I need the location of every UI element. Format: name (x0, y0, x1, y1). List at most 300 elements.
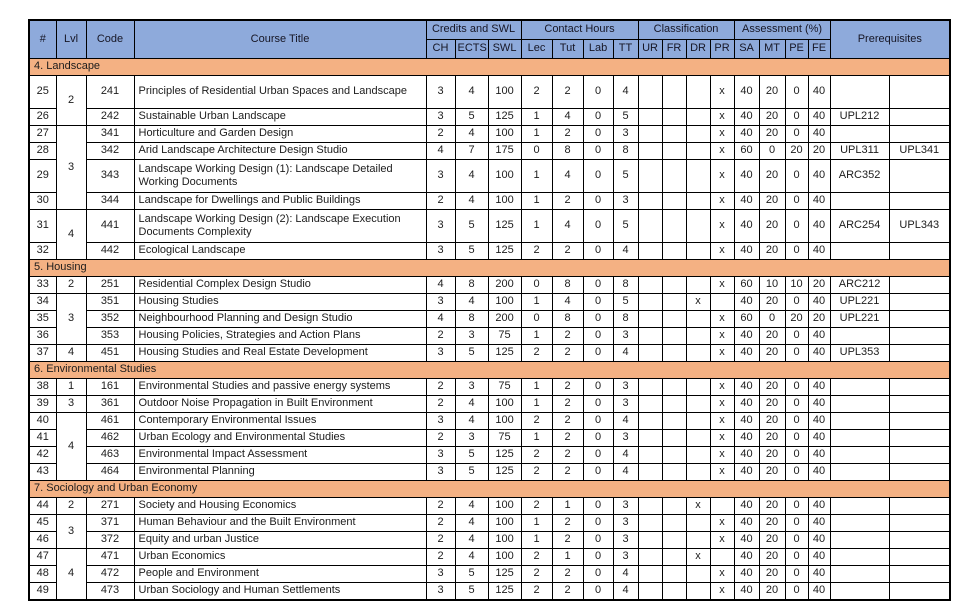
cell-ch: 4 (426, 311, 455, 328)
cell-ects: 4 (455, 126, 488, 143)
cell-fr (662, 396, 686, 413)
cell-course-title: Ecological Landscape (134, 243, 426, 260)
cell-ur (638, 447, 662, 464)
cell-lec: 1 (521, 126, 552, 143)
cell-prereq-2 (889, 311, 950, 328)
cell-code: 251 (86, 277, 134, 294)
cell-code: 351 (86, 294, 134, 311)
cell-tut: 2 (552, 328, 583, 345)
header-group-row (29, 20, 950, 40)
cell-sa: 40 (734, 210, 759, 243)
cell-mt: 20 (759, 498, 785, 515)
cell-prereq-1 (830, 76, 889, 109)
cell-prereq-1 (830, 413, 889, 430)
cell-swl: 75 (488, 379, 521, 396)
cell-fr (662, 566, 686, 583)
cell-lvl: 1 (56, 379, 86, 396)
cell-dr (686, 193, 710, 210)
cell-sa: 40 (734, 76, 759, 109)
cell-sa: 40 (734, 243, 759, 260)
cell-lab: 0 (583, 532, 613, 549)
cell-lvl: 4 (56, 413, 86, 481)
cell-pr: x (710, 532, 734, 549)
cell-ch: 3 (426, 447, 455, 464)
cell-mt: 20 (759, 345, 785, 362)
cell-ects: 5 (455, 583, 488, 600)
cell-ch: 2 (426, 549, 455, 566)
course-row (29, 498, 950, 515)
cell-fe: 40 (808, 498, 830, 515)
cell-num: 44 (29, 498, 56, 515)
cell-tt: 5 (613, 210, 638, 243)
cell-tt: 3 (613, 515, 638, 532)
cell-num: 31 (29, 210, 56, 243)
cell-ur (638, 515, 662, 532)
cell-tt: 3 (613, 328, 638, 345)
cell-mt: 20 (759, 566, 785, 583)
cell-code: 344 (86, 193, 134, 210)
cell-fe: 40 (808, 76, 830, 109)
cell-sa: 40 (734, 379, 759, 396)
cell-prereq-2 (889, 277, 950, 294)
cell-prereq-1 (830, 464, 889, 481)
cell-course-title: Urban Sociology and Human Settlements (134, 583, 426, 600)
cell-sa: 60 (734, 311, 759, 328)
cell-swl: 125 (488, 566, 521, 583)
cell-fe: 40 (808, 210, 830, 243)
cell-sa: 40 (734, 498, 759, 515)
cell-tut: 4 (552, 160, 583, 193)
cell-ur (638, 413, 662, 430)
cell-prereq-1 (830, 583, 889, 600)
cell-course-title: Landscape Working Design (1): Landscape Detailed Working Documents (134, 160, 426, 193)
cell-ur (638, 277, 662, 294)
cell-course-title: Housing Studies and Real Estate Development (134, 345, 426, 362)
cell-sa: 40 (734, 549, 759, 566)
cell-pe: 0 (785, 210, 808, 243)
cell-lec: 1 (521, 430, 552, 447)
cell-pr: x (710, 311, 734, 328)
cell-prereq-2 (889, 549, 950, 566)
cell-swl: 125 (488, 243, 521, 260)
cell-tt: 3 (613, 379, 638, 396)
col-group-assessment: Assessment (%) (734, 20, 830, 40)
cell-pe: 10 (785, 277, 808, 294)
cell-ects: 5 (455, 464, 488, 481)
cell-swl: 200 (488, 311, 521, 328)
cell-sa: 40 (734, 160, 759, 193)
cell-course-title: Environmental Studies and passive energy systems (134, 379, 426, 396)
cell-ch: 3 (426, 76, 455, 109)
cell-prereq-1: UPL212 (830, 109, 889, 126)
cell-fr (662, 243, 686, 260)
cell-dr (686, 396, 710, 413)
cell-ch: 3 (426, 294, 455, 311)
cell-num: 41 (29, 430, 56, 447)
cell-lec: 1 (521, 109, 552, 126)
cell-prereq-1 (830, 193, 889, 210)
cell-code: 463 (86, 447, 134, 464)
cell-code: 271 (86, 498, 134, 515)
cell-fr (662, 515, 686, 532)
cell-ur (638, 464, 662, 481)
cell-pr (710, 294, 734, 311)
cell-swl: 100 (488, 413, 521, 430)
cell-pe: 0 (785, 430, 808, 447)
cell-pe: 0 (785, 549, 808, 566)
cell-sa: 40 (734, 447, 759, 464)
cell-prereq-1 (830, 126, 889, 143)
cell-tut: 2 (552, 413, 583, 430)
cell-lvl: 2 (56, 498, 86, 515)
cell-fr (662, 532, 686, 549)
cell-num: 26 (29, 109, 56, 126)
cell-ects: 5 (455, 243, 488, 260)
cell-mt: 20 (759, 243, 785, 260)
cell-tt: 3 (613, 193, 638, 210)
cell-swl: 125 (488, 464, 521, 481)
course-row (29, 464, 950, 481)
col-header-fr: FR (662, 40, 686, 59)
cell-lec: 1 (521, 160, 552, 193)
cell-ects: 5 (455, 345, 488, 362)
cell-lec: 2 (521, 413, 552, 430)
course-row (29, 430, 950, 447)
cell-dr (686, 464, 710, 481)
cell-ch: 3 (426, 210, 455, 243)
cell-swl: 75 (488, 328, 521, 345)
cell-lvl: 2 (56, 76, 86, 126)
cell-pr: x (710, 143, 734, 160)
cell-num: 47 (29, 549, 56, 566)
cell-ur (638, 243, 662, 260)
cell-ch: 3 (426, 243, 455, 260)
cell-lab: 0 (583, 447, 613, 464)
cell-mt: 0 (759, 311, 785, 328)
cell-lab: 0 (583, 430, 613, 447)
cell-course-title: Residential Complex Design Studio (134, 277, 426, 294)
cell-fr (662, 430, 686, 447)
cell-code: 341 (86, 126, 134, 143)
cell-prereq-1: UPL311 (830, 143, 889, 160)
cell-fe: 20 (808, 277, 830, 294)
cell-lec: 2 (521, 464, 552, 481)
course-catalogue-table (28, 19, 951, 601)
col-header-mt: MT (759, 40, 785, 59)
cell-ur (638, 549, 662, 566)
cell-tut: 2 (552, 464, 583, 481)
cell-prereq-1 (830, 396, 889, 413)
cell-ects: 4 (455, 396, 488, 413)
cell-swl: 100 (488, 498, 521, 515)
cell-tut: 1 (552, 498, 583, 515)
cell-mt: 0 (759, 143, 785, 160)
cell-code: 441 (86, 210, 134, 243)
cell-lab: 0 (583, 413, 613, 430)
cell-prereq-2 (889, 160, 950, 193)
cell-course-title: Landscape for Dwellings and Public Buildings (134, 193, 426, 210)
cell-ects: 4 (455, 413, 488, 430)
cell-prereq-2 (889, 328, 950, 345)
cell-lvl: 4 (56, 549, 86, 600)
cell-ch: 3 (426, 345, 455, 362)
cell-pr: x (710, 210, 734, 243)
section-title: 6. Environmental Studies (29, 362, 950, 379)
cell-pe: 0 (785, 396, 808, 413)
cell-swl: 200 (488, 277, 521, 294)
cell-sa: 40 (734, 583, 759, 600)
cell-ects: 5 (455, 109, 488, 126)
cell-fr (662, 160, 686, 193)
cell-code: 372 (86, 532, 134, 549)
cell-course-title: People and Environment (134, 566, 426, 583)
cell-sa: 60 (734, 143, 759, 160)
cell-tt: 5 (613, 294, 638, 311)
cell-tt: 3 (613, 532, 638, 549)
cell-num: 35 (29, 311, 56, 328)
cell-tut: 2 (552, 583, 583, 600)
cell-code: 352 (86, 311, 134, 328)
col-header-lec: Lec (521, 40, 552, 59)
cell-tut: 2 (552, 243, 583, 260)
cell-fe: 40 (808, 447, 830, 464)
cell-tut: 2 (552, 126, 583, 143)
cell-ur (638, 210, 662, 243)
cell-lab: 0 (583, 210, 613, 243)
cell-lab: 0 (583, 294, 613, 311)
col-header-tt: TT (613, 40, 638, 59)
cell-mt: 20 (759, 379, 785, 396)
cell-lec: 1 (521, 379, 552, 396)
cell-fe: 40 (808, 515, 830, 532)
cell-mt: 20 (759, 396, 785, 413)
cell-lab: 0 (583, 109, 613, 126)
cell-dr (686, 413, 710, 430)
cell-fr (662, 109, 686, 126)
cell-prereq-1: ARC352 (830, 160, 889, 193)
cell-code: 442 (86, 243, 134, 260)
cell-pr: x (710, 277, 734, 294)
cell-prereq-1 (830, 447, 889, 464)
cell-lvl: 3 (56, 126, 86, 210)
cell-ur (638, 583, 662, 600)
cell-prereq-1 (830, 532, 889, 549)
cell-mt: 20 (759, 193, 785, 210)
cell-ur (638, 430, 662, 447)
cell-pr: x (710, 243, 734, 260)
cell-dr (686, 160, 710, 193)
cell-num: 27 (29, 126, 56, 143)
cell-fe: 40 (808, 160, 830, 193)
cell-code: 371 (86, 515, 134, 532)
cell-ch: 2 (426, 328, 455, 345)
section-row (29, 59, 950, 76)
cell-prereq-2 (889, 464, 950, 481)
cell-tut: 1 (552, 549, 583, 566)
cell-tut: 2 (552, 515, 583, 532)
cell-fr (662, 583, 686, 600)
cell-dr (686, 566, 710, 583)
cell-tt: 8 (613, 311, 638, 328)
cell-prereq-2 (889, 447, 950, 464)
course-row (29, 515, 950, 532)
cell-prereq-2 (889, 566, 950, 583)
cell-lab: 0 (583, 464, 613, 481)
cell-prereq-1 (830, 549, 889, 566)
cell-tt: 3 (613, 396, 638, 413)
cell-num: 30 (29, 193, 56, 210)
cell-mt: 20 (759, 430, 785, 447)
cell-tt: 3 (613, 498, 638, 515)
cell-lec: 1 (521, 328, 552, 345)
cell-course-title: Urban Ecology and Environmental Studies (134, 430, 426, 447)
cell-ects: 5 (455, 566, 488, 583)
cell-swl: 100 (488, 515, 521, 532)
cell-swl: 125 (488, 447, 521, 464)
cell-mt: 10 (759, 277, 785, 294)
cell-fr (662, 498, 686, 515)
cell-dr (686, 532, 710, 549)
cell-fe: 40 (808, 532, 830, 549)
cell-course-title: Principles of Residential Urban Spaces and Landscape (134, 76, 426, 109)
cell-prereq-2 (889, 294, 950, 311)
cell-pr: x (710, 583, 734, 600)
course-row (29, 143, 950, 160)
cell-prereq-2 (889, 430, 950, 447)
cell-tt: 3 (613, 430, 638, 447)
cell-tut: 2 (552, 566, 583, 583)
section-title: 4. Landscape (29, 59, 950, 76)
cell-prereq-2 (889, 413, 950, 430)
cell-dr: x (686, 549, 710, 566)
cell-swl: 100 (488, 193, 521, 210)
cell-prereq-2 (889, 345, 950, 362)
course-row (29, 311, 950, 328)
cell-tt: 5 (613, 109, 638, 126)
cell-ch: 2 (426, 379, 455, 396)
cell-fr (662, 413, 686, 430)
cell-prereq-2 (889, 379, 950, 396)
cell-dr: x (686, 294, 710, 311)
cell-fr (662, 126, 686, 143)
cell-ur (638, 143, 662, 160)
cell-dr (686, 109, 710, 126)
cell-num: 40 (29, 413, 56, 430)
cell-tut: 2 (552, 447, 583, 464)
cell-code: 464 (86, 464, 134, 481)
cell-prereq-2 (889, 193, 950, 210)
cell-ects: 4 (455, 532, 488, 549)
course-row (29, 396, 950, 413)
cell-lec: 1 (521, 396, 552, 413)
cell-fr (662, 143, 686, 160)
cell-prereq-1 (830, 430, 889, 447)
cell-num: 45 (29, 515, 56, 532)
col-header-pe: PE (785, 40, 808, 59)
course-row (29, 76, 950, 109)
cell-ur (638, 160, 662, 193)
cell-fe: 40 (808, 243, 830, 260)
cell-ur (638, 294, 662, 311)
col-header-swl: SWL (488, 40, 521, 59)
cell-tt: 4 (613, 345, 638, 362)
cell-swl: 100 (488, 396, 521, 413)
cell-prereq-1 (830, 515, 889, 532)
cell-fr (662, 328, 686, 345)
cell-dr (686, 76, 710, 109)
cell-fr (662, 345, 686, 362)
cell-tt: 4 (613, 583, 638, 600)
course-row (29, 549, 950, 566)
cell-prereq-1 (830, 243, 889, 260)
cell-pe: 0 (785, 583, 808, 600)
cell-code: 343 (86, 160, 134, 193)
course-row (29, 210, 950, 243)
cell-pe: 0 (785, 294, 808, 311)
cell-ch: 2 (426, 532, 455, 549)
cell-swl: 75 (488, 430, 521, 447)
col-header-course-title: Course Title (134, 20, 426, 59)
cell-code: 472 (86, 566, 134, 583)
cell-ch: 2 (426, 498, 455, 515)
cell-pr (710, 498, 734, 515)
cell-lvl: 3 (56, 396, 86, 413)
cell-course-title: Neighbourhood Planning and Design Studio (134, 311, 426, 328)
cell-num: 39 (29, 396, 56, 413)
cell-fe: 40 (808, 549, 830, 566)
cell-lec: 1 (521, 294, 552, 311)
cell-dr (686, 311, 710, 328)
cell-prereq-2 (889, 515, 950, 532)
cell-lab: 0 (583, 515, 613, 532)
cell-mt: 20 (759, 109, 785, 126)
cell-mt: 20 (759, 549, 785, 566)
cell-dr (686, 379, 710, 396)
cell-dr (686, 345, 710, 362)
cell-lab: 0 (583, 498, 613, 515)
cell-sa: 40 (734, 328, 759, 345)
cell-lvl: 4 (56, 345, 86, 362)
cell-fr (662, 210, 686, 243)
cell-prereq-1: ARC212 (830, 277, 889, 294)
cell-num: 25 (29, 76, 56, 109)
course-row (29, 583, 950, 600)
cell-pe: 0 (785, 379, 808, 396)
cell-lab: 0 (583, 277, 613, 294)
cell-pe: 0 (785, 464, 808, 481)
cell-dr (686, 210, 710, 243)
cell-ects: 4 (455, 515, 488, 532)
col-header-fe: FE (808, 40, 830, 59)
cell-ur (638, 566, 662, 583)
cell-course-title: Arid Landscape Architecture Design Studio (134, 143, 426, 160)
cell-pe: 0 (785, 532, 808, 549)
cell-pr: x (710, 396, 734, 413)
cell-ch: 2 (426, 126, 455, 143)
course-row (29, 413, 950, 430)
cell-tut: 2 (552, 379, 583, 396)
cell-mt: 20 (759, 583, 785, 600)
cell-lvl: 2 (56, 277, 86, 294)
cell-pr (710, 549, 734, 566)
cell-ects: 7 (455, 143, 488, 160)
cell-course-title: Environmental Impact Assessment (134, 447, 426, 464)
cell-tt: 4 (613, 243, 638, 260)
cell-fe: 20 (808, 143, 830, 160)
cell-mt: 20 (759, 328, 785, 345)
course-table-container (28, 19, 951, 601)
cell-fe: 40 (808, 566, 830, 583)
